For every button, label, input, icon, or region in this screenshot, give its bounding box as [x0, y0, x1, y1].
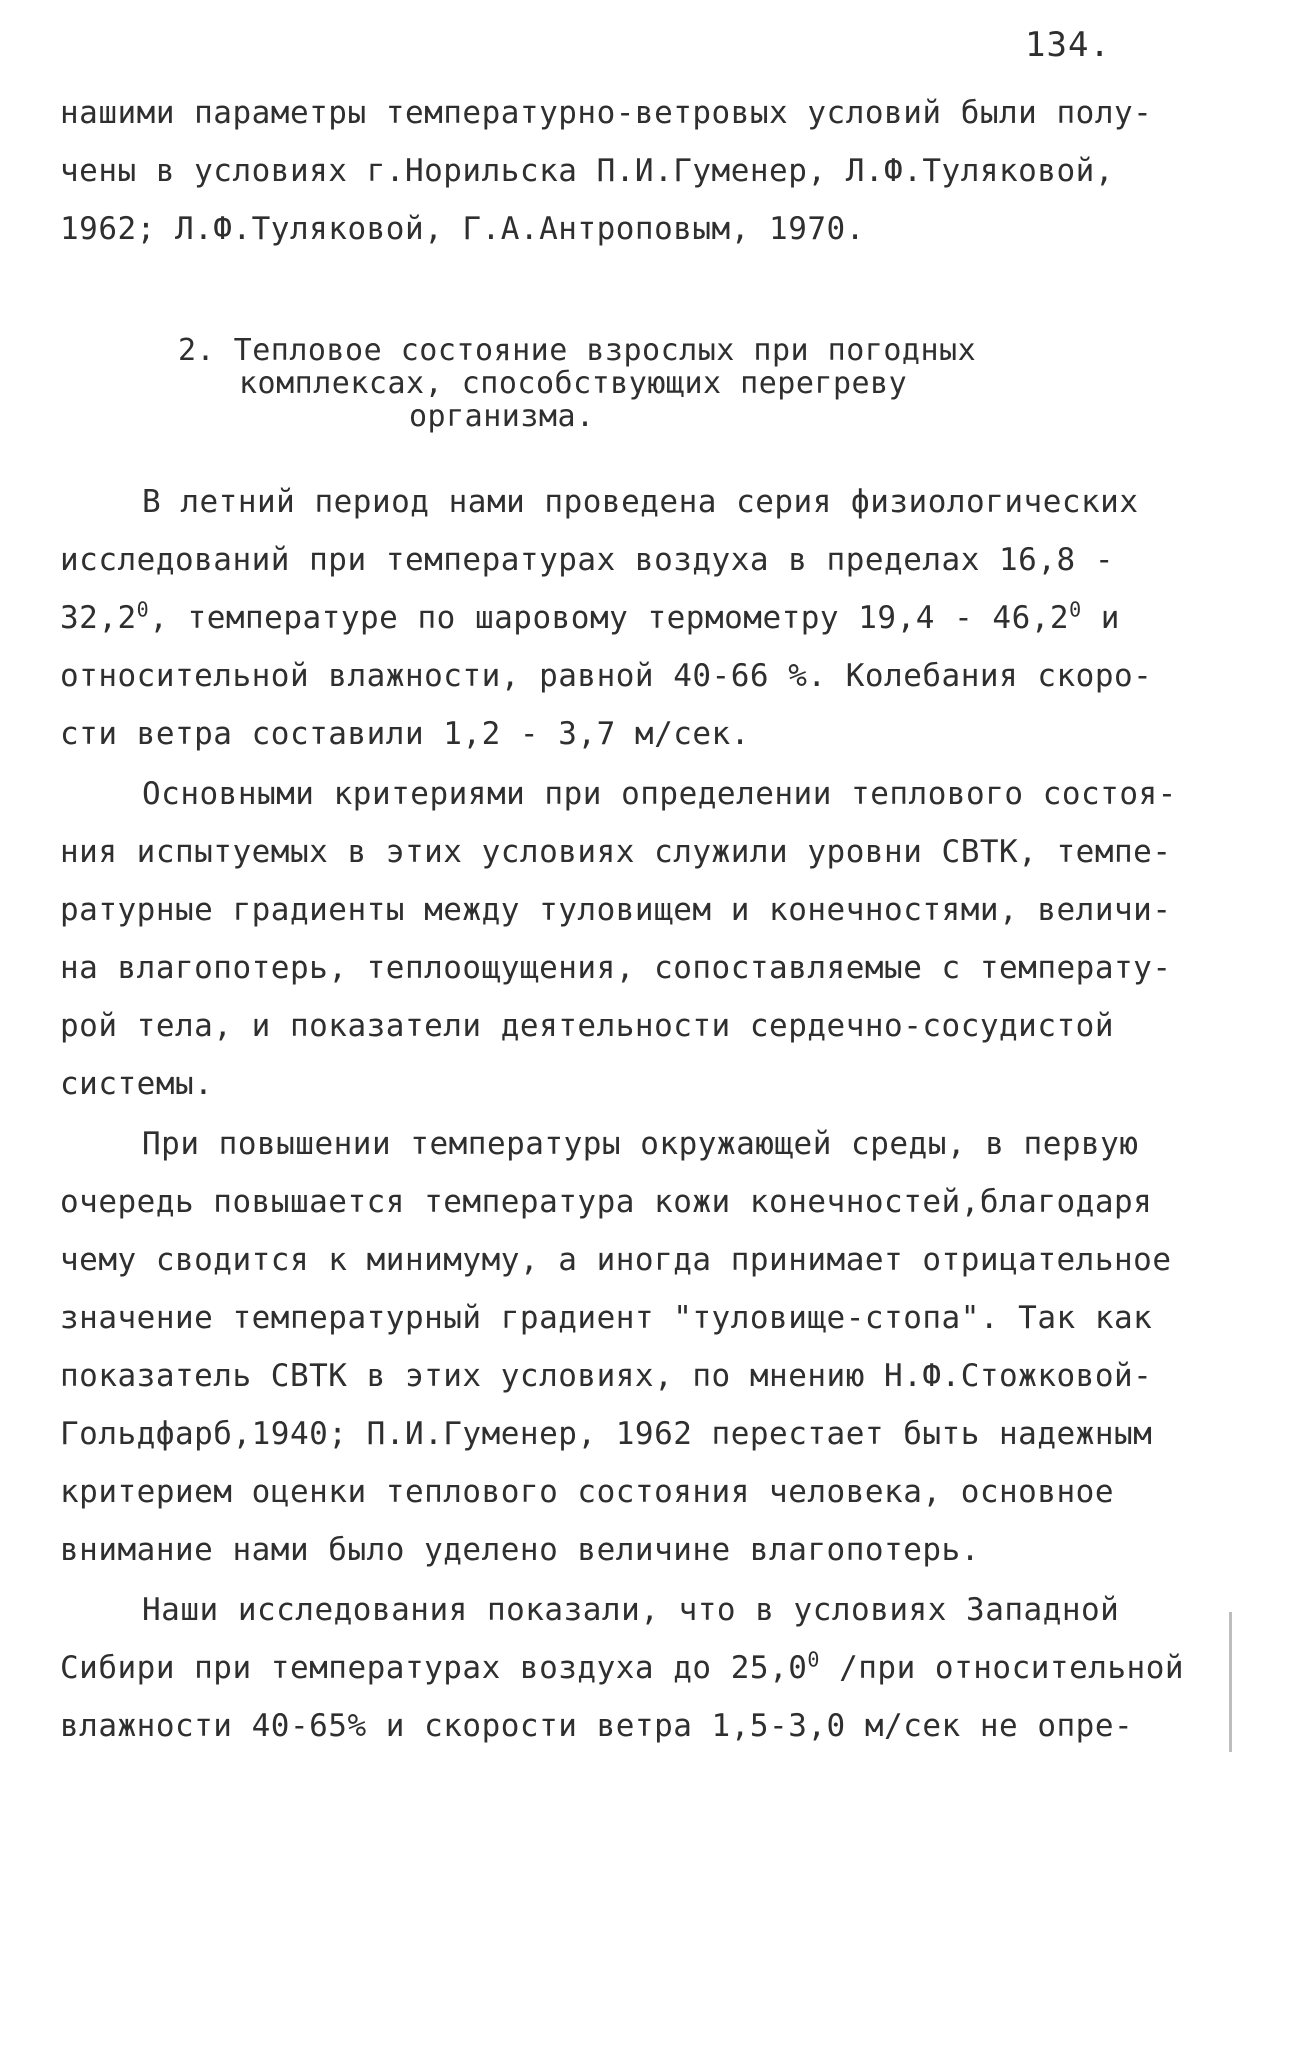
- text-line: сти ветра составили 1,2 - 3,7 м/сек.: [60, 716, 750, 752]
- text-line: системы.: [60, 1066, 214, 1102]
- text-line: Основными критериями при определении теплового состоя-: [142, 776, 1177, 812]
- text-line: на влагопотерь, теплоощущения, сопоставляемые с температу-: [60, 950, 1172, 986]
- section-heading-line: 2. Тепловое состояние взрослых при погодных: [178, 333, 977, 368]
- text-line: В летний период нами проведена серия физиологических: [142, 484, 1139, 520]
- text-line: ратурные градиенты между туловищем и конечностями, величи-: [60, 892, 1172, 928]
- text-line: нашими параметры температурно-ветровых условий были полу-: [60, 95, 1153, 131]
- text-line: очередь повышается температура кожи конечностей,благодаря: [60, 1184, 1153, 1220]
- section-heading-line: организма.: [409, 399, 595, 434]
- text-line: влажности 40-65% и скорости ветра 1,5-3,0 м/сек не опре-: [60, 1708, 1134, 1744]
- text-line: значение температурный градиент "туловище-стопа". Так как: [60, 1300, 1153, 1336]
- text-line: Наши исследования показали, что в условиях Западной: [142, 1592, 1120, 1628]
- text-line: Сибири при температурах воздуха до 25,0$^0$ /при относительной: [60, 1647, 1185, 1686]
- text-line: 1962; Л.Ф.Туляковой, Г.А.Антроповым, 1970.: [60, 211, 865, 247]
- text-line: Гольдфарб,1940; П.И.Гуменер, 1962 перестает быть надежным: [60, 1416, 1153, 1452]
- scan-edge-mark: [1229, 1612, 1232, 1752]
- text-line: рой тела, и показатели деятельности сердечно-сосудистой: [60, 1008, 1114, 1044]
- text-line: относительной влажности, равной 40-66 %. Колебания скоро-: [60, 658, 1153, 694]
- text-line: показатель СВТК в этих условиях, по мнению Н.Ф.Стожковой-: [60, 1358, 1153, 1394]
- text-line: чему сводится к минимуму, а иногда принимает отрицательное: [60, 1242, 1172, 1278]
- text-line: При повышении температуры окружающей среды, в первую: [142, 1126, 1139, 1162]
- section-heading-line: комплексах, способствующих перегреву: [239, 366, 908, 401]
- text-line: чены в условиях г.Норильска П.И.Гуменер, Л.Ф.Туляковой,: [60, 153, 1114, 189]
- text-line: внимание нами было уделено величине влагопотерь.: [60, 1532, 980, 1568]
- text-line: ния испытуемых в этих условиях служили уровни СВТК, темпе-: [60, 834, 1172, 870]
- text-line: критерием оценки теплового состояния человека, основное: [60, 1474, 1114, 1510]
- text-line: 32,2$^0$, температуре по шаровому термометру 19,4 - 46,2$^0$ и: [60, 597, 1120, 636]
- text-line: исследований при температурах воздуха в пределах 16,8 -: [60, 542, 1114, 578]
- page-number: 134.: [1025, 25, 1111, 65]
